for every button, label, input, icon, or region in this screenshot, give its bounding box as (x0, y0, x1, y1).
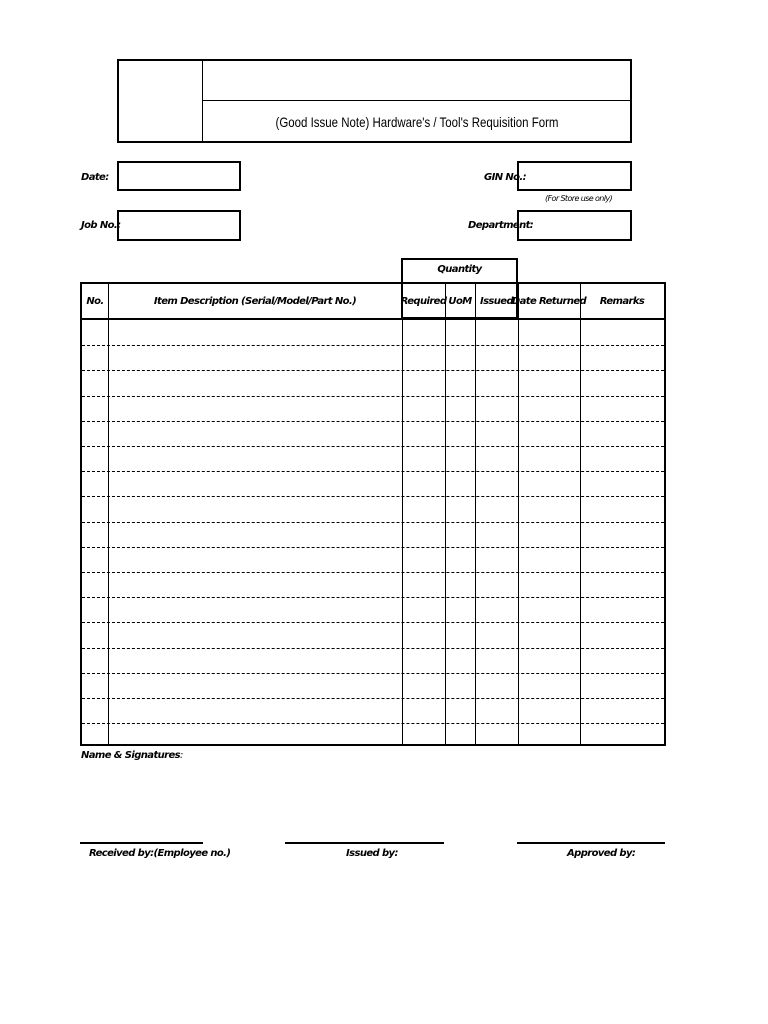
table-cell[interactable] (402, 698, 445, 723)
table-cell[interactable] (82, 597, 108, 622)
job-label: Job No.: (81, 220, 121, 231)
table-cell[interactable] (518, 673, 580, 698)
table-cell[interactable] (402, 673, 445, 698)
table-cell[interactable] (445, 396, 475, 421)
col-header-date-returned: Date Returned (511, 295, 587, 307)
table-cell[interactable] (580, 723, 664, 748)
table-cell[interactable] (402, 320, 445, 345)
table-cell[interactable] (82, 396, 108, 421)
table-cell[interactable] (475, 370, 518, 395)
department-label: Department: (468, 220, 534, 231)
col-header-issued: Issued (479, 295, 514, 307)
table-cell[interactable] (475, 723, 518, 748)
table-cell[interactable] (475, 698, 518, 723)
table-cell[interactable] (580, 396, 664, 421)
table-cell[interactable] (108, 471, 402, 496)
col-header-remarks: Remarks (599, 295, 645, 307)
table-cell[interactable] (445, 320, 475, 345)
table-cell[interactable] (108, 547, 402, 572)
table-cell[interactable] (518, 522, 580, 547)
table-cell[interactable] (402, 597, 445, 622)
table-cell[interactable] (518, 698, 580, 723)
table-cell[interactable] (402, 622, 445, 647)
table-cell[interactable] (82, 370, 108, 395)
table-cell[interactable] (580, 421, 664, 446)
table-cell[interactable] (402, 496, 445, 521)
table-cell[interactable] (445, 496, 475, 521)
table-cell[interactable] (108, 648, 402, 673)
items-table (80, 282, 666, 746)
table-cell[interactable] (475, 345, 518, 370)
table-cell[interactable] (82, 496, 108, 521)
table-cell[interactable] (445, 446, 475, 471)
table-cell[interactable] (580, 547, 664, 572)
table-cell[interactable] (518, 320, 580, 345)
table-cell[interactable] (402, 547, 445, 572)
table-cell[interactable] (445, 622, 475, 647)
table-cell[interactable] (82, 572, 108, 597)
table-cell[interactable] (445, 421, 475, 446)
table-cell[interactable] (475, 446, 518, 471)
table-cell[interactable] (518, 572, 580, 597)
received-signature-line[interactable] (80, 842, 203, 844)
table-cell[interactable] (518, 370, 580, 395)
table-cell[interactable] (445, 597, 475, 622)
table-cell[interactable] (402, 522, 445, 547)
table-cell[interactable] (475, 496, 518, 521)
table-cell[interactable] (518, 396, 580, 421)
table-cell[interactable] (445, 345, 475, 370)
department-field[interactable] (517, 210, 632, 241)
table-cell[interactable] (108, 622, 402, 647)
table-cell[interactable] (108, 320, 402, 345)
table-cell[interactable] (445, 572, 475, 597)
table-cell[interactable] (108, 572, 402, 597)
table-cell[interactable] (108, 421, 402, 446)
table-cell[interactable] (402, 370, 445, 395)
col-header-required: Required (400, 295, 447, 307)
table-cell[interactable] (580, 370, 664, 395)
issued-signature-line[interactable] (285, 842, 444, 844)
table-cell[interactable] (82, 648, 108, 673)
table-cell[interactable] (402, 396, 445, 421)
table-cell[interactable] (108, 673, 402, 698)
table-cell[interactable] (580, 572, 664, 597)
table-cell[interactable] (475, 320, 518, 345)
table-cell[interactable] (445, 370, 475, 395)
table-cell[interactable] (518, 421, 580, 446)
table-cell[interactable] (445, 723, 475, 748)
job-field[interactable] (117, 210, 241, 241)
issued-by-label: Issued by: (346, 848, 398, 859)
signatures-caption-text: Name & Signatures (81, 750, 181, 761)
table-cell[interactable] (445, 547, 475, 572)
table-cell[interactable] (580, 496, 664, 521)
table-cell[interactable] (518, 446, 580, 471)
table-cell[interactable] (402, 471, 445, 496)
table-cell[interactable] (580, 698, 664, 723)
table-cell[interactable] (475, 572, 518, 597)
table-cell[interactable] (108, 345, 402, 370)
table-cell[interactable] (82, 673, 108, 698)
table-cell[interactable] (108, 370, 402, 395)
col-header-no: No. (86, 295, 104, 307)
table-cell[interactable] (82, 345, 108, 370)
table-cell[interactable] (518, 622, 580, 647)
table-cell[interactable] (445, 522, 475, 547)
table-cell[interactable] (518, 597, 580, 622)
table-cell[interactable] (475, 597, 518, 622)
signatures-caption-colon: : (180, 750, 183, 761)
table-cell[interactable] (82, 698, 108, 723)
received-by-label: Received by:(Employee no.) (89, 848, 231, 859)
table-cell[interactable] (402, 572, 445, 597)
approved-by-label: Approved by: (567, 848, 636, 859)
table-cell[interactable] (402, 648, 445, 673)
table-cell[interactable] (402, 723, 445, 748)
table-cell[interactable] (445, 648, 475, 673)
table-cell[interactable] (475, 522, 518, 547)
date-label: Date: (81, 172, 109, 183)
table-cell[interactable] (580, 522, 664, 547)
table-cell[interactable] (82, 446, 108, 471)
table-cell[interactable] (518, 723, 580, 748)
table-cell[interactable] (475, 648, 518, 673)
table-cell[interactable] (82, 421, 108, 446)
logo-placeholder (117, 59, 203, 143)
table-cell[interactable] (445, 698, 475, 723)
table-cell[interactable] (402, 421, 445, 446)
table-cell[interactable] (82, 471, 108, 496)
table-cell[interactable] (108, 396, 402, 421)
table-cell[interactable] (475, 622, 518, 647)
table-cell[interactable] (82, 622, 108, 647)
table-cell[interactable] (445, 471, 475, 496)
table-cell[interactable] (580, 471, 664, 496)
table-cell[interactable] (580, 673, 664, 698)
table-cell[interactable] (518, 547, 580, 572)
approved-signature-line[interactable] (517, 842, 665, 844)
table-cell[interactable] (580, 597, 664, 622)
form-title: (Good Issue Note) Hardware's / Tool's Requisition Form (275, 114, 559, 130)
table-cell[interactable] (475, 471, 518, 496)
signatures-caption (81, 750, 183, 761)
table-cell[interactable] (518, 471, 580, 496)
table-cell[interactable] (580, 446, 664, 471)
table-cell[interactable] (475, 547, 518, 572)
table-cell[interactable] (580, 622, 664, 647)
table-cell[interactable] (108, 522, 402, 547)
col-header-uom: UoM (448, 295, 472, 307)
table-cell[interactable] (518, 648, 580, 673)
table-cell[interactable] (82, 547, 108, 572)
quantity-header: Quantity (437, 264, 482, 275)
table-cell[interactable] (108, 597, 402, 622)
header-top-band (202, 59, 632, 101)
table-cell[interactable] (518, 496, 580, 521)
table-cell[interactable] (475, 396, 518, 421)
gin-label: GIN No.: (484, 172, 527, 183)
table-cell[interactable] (475, 673, 518, 698)
table-cell[interactable] (402, 446, 445, 471)
col-header-description: Item Description (Serial/Model/Part No.) (153, 295, 357, 307)
table-cell[interactable] (580, 345, 664, 370)
table-cell[interactable] (82, 320, 108, 345)
table-cell[interactable] (82, 723, 108, 748)
table-cell[interactable] (518, 345, 580, 370)
table-cell[interactable] (108, 446, 402, 471)
table-cell[interactable] (580, 648, 664, 673)
gin-field[interactable] (517, 161, 632, 191)
table-cell[interactable] (108, 698, 402, 723)
table-cell[interactable] (108, 723, 402, 748)
gin-note: (For Store use only) (545, 194, 613, 203)
table-cell[interactable] (580, 320, 664, 345)
date-field[interactable] (117, 161, 241, 191)
table-cell[interactable] (402, 345, 445, 370)
table-cell[interactable] (108, 496, 402, 521)
table-cell[interactable] (445, 673, 475, 698)
table-cell[interactable] (82, 522, 108, 547)
table-cell[interactable] (475, 421, 518, 446)
